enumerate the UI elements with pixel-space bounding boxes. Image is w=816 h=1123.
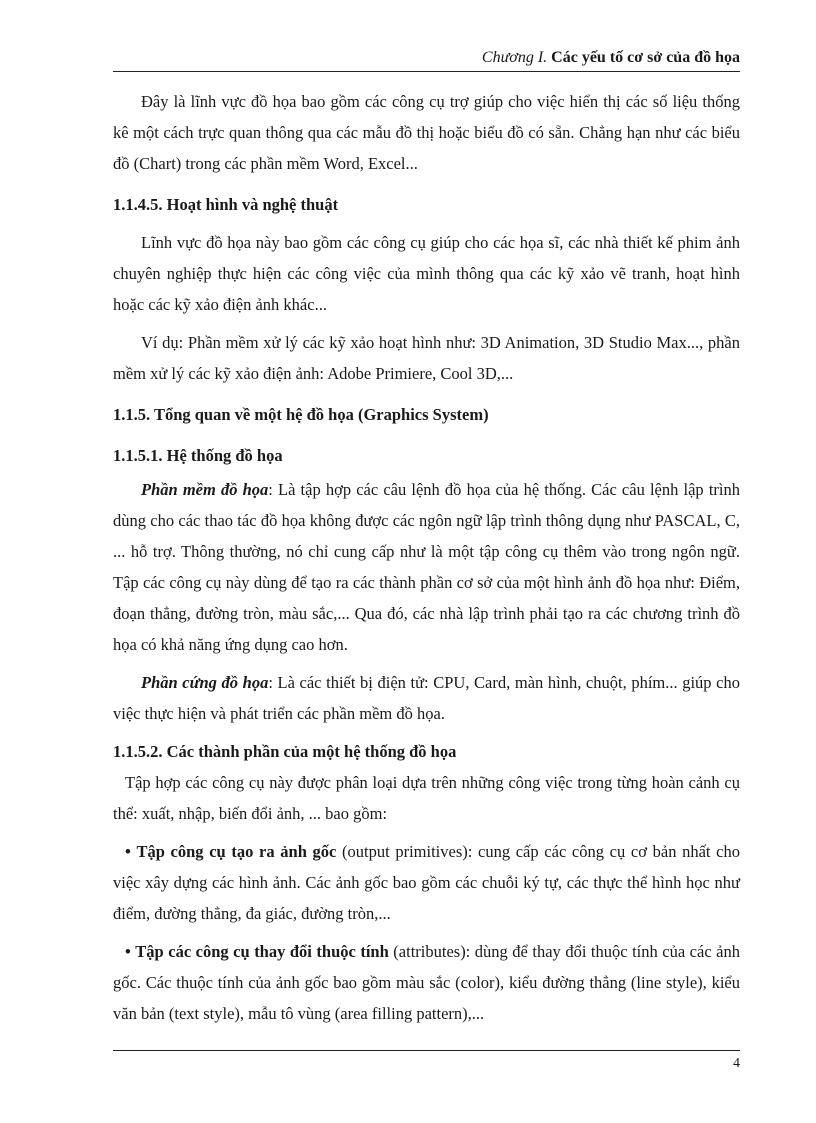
paragraph-graphics-software xyxy=(113,474,740,660)
text-output-primitives: (output primitives): cung cấp các công cụ cơ bản nhất cho việc xây dựng các hình ảnh. Các ảnh gốc bao gồm các chuỗi ký tự, các thực thể hình học như điểm, đường thẳng, đa giác, đường tròn,... xyxy=(113,842,740,923)
text-graphics-software: : Là tập hợp các câu lệnh đồ họa của hệ thống. Các câu lệnh lập trình dùng cho các thao tác đồ họa không được các ngôn ngữ lập trình thông dụng như PASCAL, C, ... hỗ trợ. Thông thường, nó chỉ cung cấp như là một tập công cụ thêm vào trong ngôn ngữ. Tập các công cụ này dùng để tạo ra các thành phần cơ sở của một hình ảnh đồ họa như: Điểm, đoạn thẳng, đường tròn, màu sắc,... Qua đó, các nhà lập trình phải tạo ra các chương trình đồ họa có khả năng ứng dụng cao hơn. xyxy=(113,480,740,654)
paragraph-graphics-hardware xyxy=(113,667,740,729)
paragraph-toolset-intro: Tập hợp các công cụ này được phân loại dựa trên những công việc trong từng hoàn cảnh cụ thể: xuất, nhập, biến đổi ảnh, ... bao gồm: xyxy=(113,773,740,823)
term-attributes: Tập các công cụ thay đổi thuộc tính xyxy=(135,942,389,961)
heading-1-1-5-2: 1.1.5.2. Các thành phần của một hệ thống đồ họa xyxy=(113,742,457,761)
page-header xyxy=(113,48,740,68)
bullet-marker: • xyxy=(125,942,131,961)
term-graphics-hardware: Phần cứng đồ họa xyxy=(141,673,269,692)
page-body xyxy=(113,86,740,1029)
header-title: Các yếu tố cơ sở của đồ họa xyxy=(551,49,740,66)
text-attributes: (attributes): dùng để thay đổi thuộc tính của các ảnh gốc. Các thuộc tính của ảnh gốc bao gồm màu sắc (color), kiểu đường thẳng (line style), kiểu văn bản (text style), mẫu tô vùng (area filling pattern),... xyxy=(113,942,740,1023)
heading-1-1-4-5: 1.1.4.5. Hoạt hình và nghệ thuật xyxy=(113,195,339,214)
paragraph-example-software: Ví dụ: Phần mềm xử lý các kỹ xảo hoạt hình như: 3D Animation, 3D Studio Max..., phần mềm xử lý các kỹ xảo điện ảnh: Adobe Primiere, Cool 3D,... xyxy=(113,333,740,383)
bullet-attributes xyxy=(113,936,740,1029)
header-chapter: Chương I. xyxy=(481,49,548,66)
header-divider xyxy=(113,71,740,72)
heading-1-1-5: 1.1.5. Tổng quan về một hệ đồ họa (Graphics System) xyxy=(113,405,489,424)
term-graphics-software: Phần mềm đồ họa xyxy=(141,480,269,499)
page-number: 4 xyxy=(733,1056,740,1071)
term-output-primitives: Tập công cụ tạo ra ảnh gốc xyxy=(136,842,337,861)
text-graphics-hardware: : Là các thiết bị điện tử: CPU, Card, màn hình, chuột, phím... giúp cho việc thực hiện và phát triển các phần mềm đồ họa. xyxy=(113,673,740,723)
footer-divider xyxy=(113,1050,740,1051)
bullet-marker: • xyxy=(125,842,131,861)
paragraph-animation-art: Lĩnh vực đồ họa này bao gồm các công cụ giúp cho các họa sĩ, các nhà thiết kế phim ảnh chuyên nghiệp thực hiện các công việc của mình thông qua các kỹ xảo vẽ tranh, hoạt hình hoặc các kỹ xảo điện ảnh khác... xyxy=(113,233,740,314)
bullet-output-primitives xyxy=(113,836,740,929)
heading-1-1-5-1: 1.1.5.1. Hệ thống đồ họa xyxy=(113,446,283,465)
paragraph-stat-graphics: Đây là lĩnh vực đồ họa bao gồm các công cụ trợ giúp cho việc hiển thị các số liệu thống kê một cách trực quan thông qua các mẫu đồ thị hoặc biểu đồ có sẵn. Chẳng hạn như các biểu đồ (Chart) trong các phần mềm Word, Excel... xyxy=(113,92,740,173)
